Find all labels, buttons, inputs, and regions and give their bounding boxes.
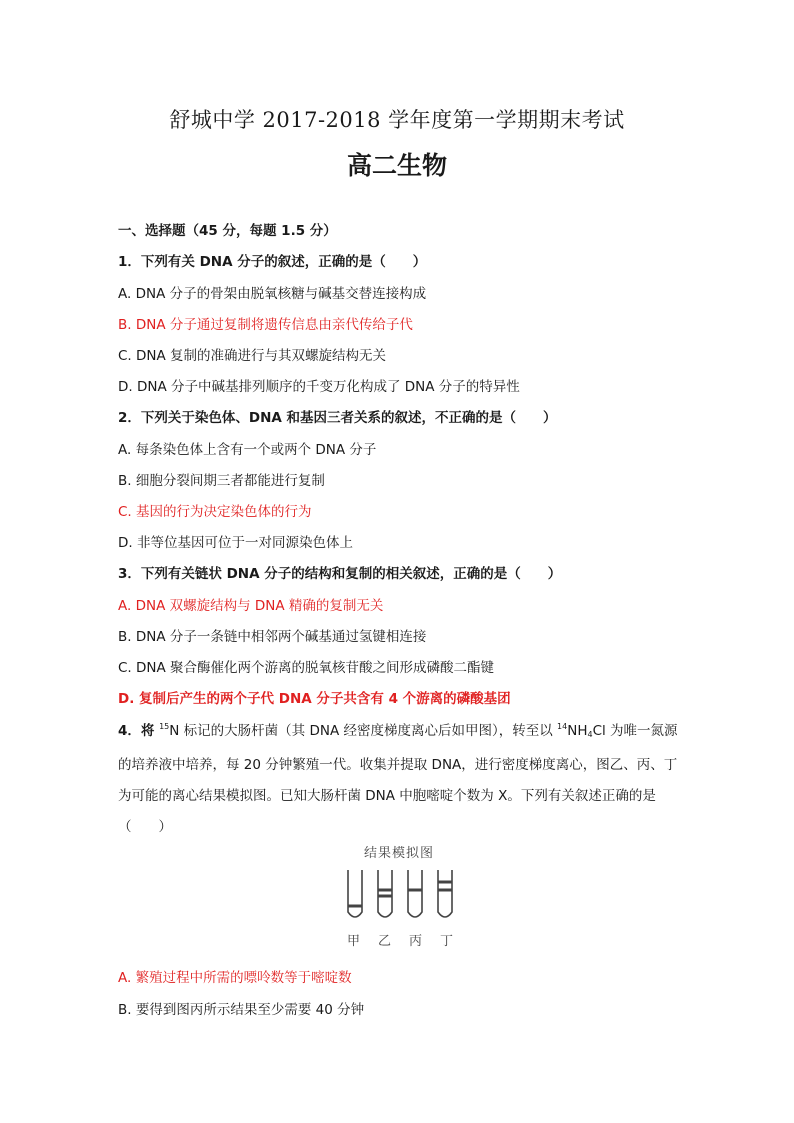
centrifuge-figure: [334, 842, 464, 952]
question-1-option-d: D. DNA 分子中碱基排列顺序的千变万化构成了 DNA 分子的特异性: [118, 379, 520, 395]
tube-jia: [348, 870, 362, 917]
figure-label-yi: 乙: [377, 934, 391, 949]
question-2-option-a: A. 每条染色体上含有一个或两个 DNA 分子: [118, 442, 377, 458]
figure-label-bing: 丙: [408, 934, 422, 949]
question-3-option-a: A. DNA 双螺旋结构与 DNA 精确的复制无关: [118, 598, 384, 614]
tube-bing: [408, 870, 422, 917]
question-3-stem: 3．下列有关链状 DNA 分子的结构和复制的相关叙述，正确的是（ ）: [118, 566, 562, 582]
question-2-option-c: C. 基因的行为决定染色体的行为: [118, 504, 312, 520]
question-1-option-b: B. DNA 分子通过复制将遗传信息由亲代传给子代: [118, 317, 413, 333]
question-3-option-b: B. DNA 分子一条链中相邻两个碱基通过氢键相连接: [118, 629, 427, 645]
question-2-option-d: D. 非等位基因可位于一对同源染色体上: [118, 535, 353, 551]
subject-title: 高二生物: [346, 151, 447, 180]
tube-ding: [438, 870, 452, 917]
figure-label-ding: 丁: [439, 934, 453, 949]
question-2-option-b: B. 细胞分裂间期三者都能进行复制: [118, 473, 325, 489]
q4-stem-part: 4．将: [118, 723, 160, 739]
q4-stem-part: Cl 为唯一氮源的培养液中培养，每 20 分钟繁殖一代。收集并提取 DNA，进行密度梯度离心，图乙、丙、丁为可能的离心结果模拟图。已知大肠杆菌 DNA 中胞嘧啶个数为 X。下列有关叙述正确的是（ ）: [118, 723, 678, 835]
q4-stem-part: NH: [567, 723, 588, 739]
question-3-option-d: D. 复制后产生的两个子代 DNA 分子共含有 4 个游离的磷酸基团: [118, 691, 511, 707]
question-1-option-a: A. DNA 分子的骨架由脱氧核糖与碱基交替连接构成: [118, 286, 427, 302]
figure-labels: [338, 930, 462, 949]
question-4-option-a: A. 繁殖过程中所需的嘌呤数等于嘧啶数: [118, 970, 352, 986]
question-3-option-c: C. DNA 聚合酶催化两个游离的脱氧核苷酸之间形成磷酸二酯键: [118, 660, 495, 676]
q4-subscript-4: 4: [587, 730, 593, 739]
question-1-stem: 1．下列有关 DNA 分子的叙述，正确的是（ ）: [118, 254, 427, 270]
question-2-stem: 2．下列关于染色体、DNA 和基因三者关系的叙述，不正确的是（ ）: [118, 410, 557, 426]
q4-isotope-14: 14: [557, 722, 568, 731]
tube-yi: [378, 870, 392, 917]
question-1-option-c: C. DNA 复制的准确进行与其双螺旋结构无关: [118, 348, 387, 364]
question-4-option-b: B. 要得到图丙所示结果至少需要 40 分钟: [118, 1002, 365, 1018]
figure-label-jia: 甲: [346, 934, 360, 949]
exam-title: 舒城中学 2017-2018 学年度第一学期期末考试: [169, 108, 625, 132]
figure-title: 结果模拟图: [363, 846, 434, 861]
section-heading: 一、选择题（45 分，每题 1.5 分）: [118, 223, 337, 239]
q4-isotope-15: 15: [159, 722, 170, 731]
q4-stem-part: N 标记的大肠杆菌（其 DNA 经密度梯度离心后如甲图），转至以: [169, 723, 558, 739]
question-4-stem: [118, 711, 678, 843]
